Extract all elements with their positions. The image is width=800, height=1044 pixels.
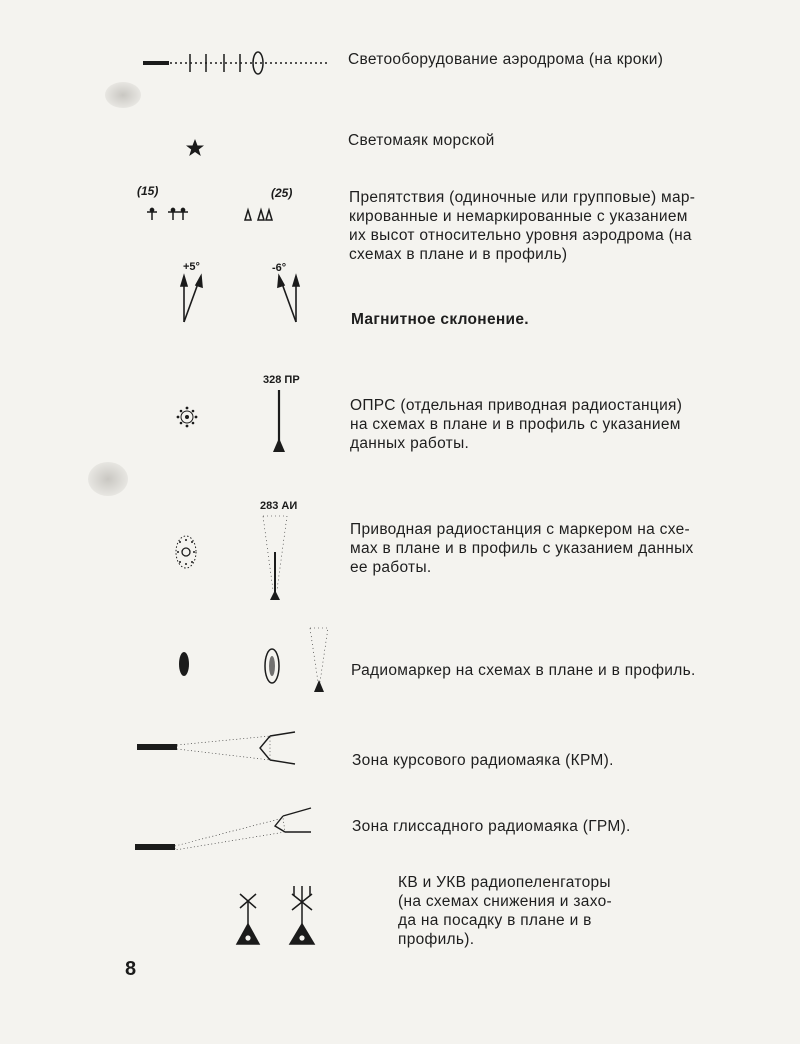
star-icon <box>185 138 205 158</box>
declination-label: +5° <box>183 261 200 273</box>
obstacle-height-label: (15) <box>137 184 159 198</box>
marker-beacon-station-symbol <box>168 512 308 604</box>
radio-marker-description: Радиомаркер на схемах в плане и в профиль. <box>351 662 696 679</box>
magnetic-declination-arrows <box>170 272 310 327</box>
obstacle-height-label: (25) <box>271 186 293 200</box>
oprs-description: ОПРС (отдельная приводная радиостанция) на схемах в плане и в профиль с указанием данных работы. <box>350 397 683 452</box>
magnetic-declination-description: Магнитное склонение. <box>351 311 529 328</box>
marker-station-label: 283 АИ <box>260 500 298 512</box>
krm-zone-symbol <box>135 728 305 772</box>
page-number: 8 <box>125 958 137 980</box>
radio-direction-finder-symbol <box>230 880 330 950</box>
oprs-symbol <box>172 386 302 456</box>
grm-zone-symbol <box>133 806 313 858</box>
obstacle-icons <box>140 204 300 224</box>
paper-smudge <box>88 462 128 496</box>
oprs-label: 328 ПР <box>263 374 300 386</box>
krm-description: Зона курсового радиомаяка (КРМ). <box>352 752 614 769</box>
marker-beacon-station-description: Приводная радиостанция с маркером на схе- мах в плане и в профиль с указанием данных ее работы. <box>350 521 694 576</box>
declination-label: -6° <box>272 262 287 274</box>
radio-marker-symbol <box>170 626 340 696</box>
airfield-lighting-symbol <box>140 48 340 78</box>
obstacles-description: Препятствия (одиночные или групповые) мар- кированные и немаркированные с указанием их высот относительно уровня аэродрома (на схемах в плане и в профиль) <box>349 189 696 263</box>
sea-beacon-description: Светомаяк морской <box>348 132 495 149</box>
grm-description: Зона глиссадного радиомаяка (ГРМ). <box>352 818 631 835</box>
lighting-description: Светооборудование аэродрома (на кроки) <box>348 51 664 68</box>
radio-direction-finder-description: КВ и УКВ радиопеленгаторы (на схемах снижения и захо- да на посадку в плане и в профиль). <box>398 874 612 948</box>
paper-smudge <box>105 82 141 108</box>
